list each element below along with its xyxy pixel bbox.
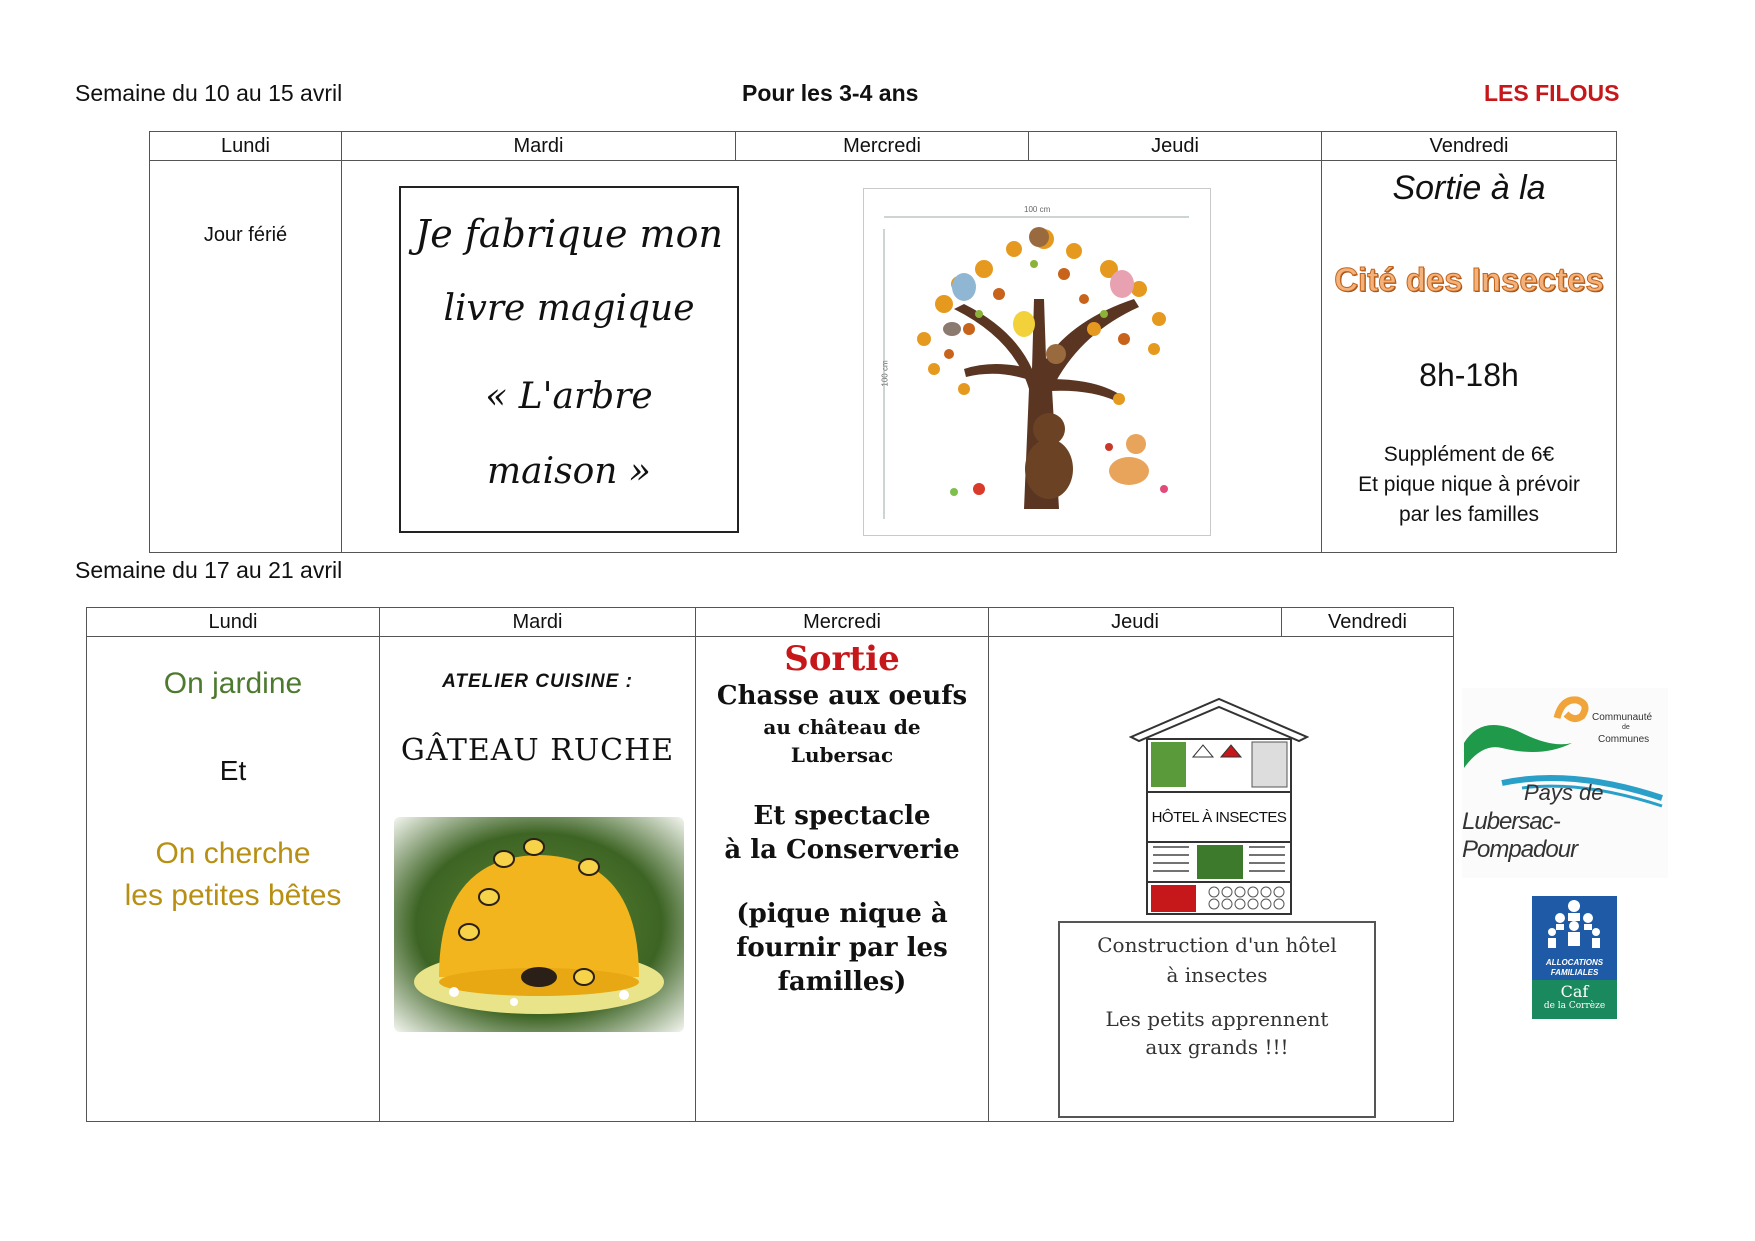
week1-schedule	[149, 131, 1617, 553]
week1-cell-vendredi	[1322, 161, 1617, 553]
livre-line-2: livre magique	[443, 288, 695, 329]
fournir-line: fournir par les	[736, 933, 948, 963]
livre-line-4: maison »	[487, 451, 651, 492]
livre-line-1: Je fabrique mon	[415, 212, 723, 256]
insect-hotel-illustration	[1129, 697, 1309, 917]
week2-cell-mercredi	[696, 637, 989, 1122]
ccpl-line-2: de	[1622, 724, 1630, 731]
gateau-ruche-photo	[394, 817, 684, 1032]
supplement-note: Supplément de 6€	[1383, 443, 1555, 466]
jour-ferie-label: Jour férié	[203, 224, 288, 246]
livre-magique-box	[399, 186, 739, 533]
week2-day-vendredi: Vendredi	[1282, 608, 1454, 637]
hotel-info-line-2: à insectes	[1166, 963, 1268, 987]
spectacle-line: Et spectacle	[753, 801, 931, 831]
insect-hotel-sign: HÔTEL À INSECTES	[1151, 809, 1287, 826]
week2-cell-mardi	[380, 637, 696, 1122]
jardine-line: On jardine	[163, 667, 303, 700]
ccpl-logo	[1462, 688, 1668, 878]
tree-dim-side: 100 cm	[880, 360, 890, 387]
beehive-cake-icon	[394, 817, 684, 1032]
week1-cell-mardi-jeudi	[342, 161, 1322, 553]
insect-hotel-icon	[1129, 697, 1309, 917]
week2-day-mercredi: Mercredi	[696, 608, 989, 637]
chasse-line: Chasse aux oeufs	[716, 681, 968, 711]
week2-cell-jeudi-vendredi	[989, 637, 1454, 1122]
pique-nique-line: (pique nique à	[736, 899, 948, 929]
week1-title: Semaine du 10 au 15 avril	[75, 80, 343, 106]
pique-nique-note: Et pique nique à prévoir	[1358, 473, 1580, 496]
betes-line: les petites bêtes	[124, 879, 342, 912]
week2-schedule	[86, 607, 1454, 1122]
audience-title: Pour les 3-4 ans	[742, 80, 919, 106]
ccpl-line-3: Communes	[1598, 734, 1650, 745]
caf-green-band	[1532, 980, 1617, 1019]
caf-line-1: ALLOCATIONS	[1545, 958, 1604, 967]
tree-illustration	[863, 188, 1211, 536]
cherche-line: On cherche	[155, 837, 311, 870]
chateau-line: au château de	[763, 715, 921, 739]
conserverie-line: à la Conserverie	[724, 835, 960, 865]
familles-note: par les familles	[1398, 503, 1540, 526]
mercredi-sortie: Sortie	[784, 639, 900, 679]
ccpl-line-1: Communauté	[1592, 712, 1653, 723]
week1-day-mardi: Mardi	[342, 132, 736, 161]
week1-cell-lundi	[150, 161, 342, 553]
ccpl-line-5: Lubersac-Pompadour	[1462, 808, 1578, 863]
gateau-title: GÂTEAU RUCHE	[400, 733, 675, 768]
week2-title: Semaine du 17 au 21 avril	[75, 557, 343, 583]
hotel-info-line-3: Les petits apprennent	[1105, 1007, 1329, 1031]
tree-dim-top: 100 cm	[1024, 205, 1051, 214]
week1-day-mercredi: Mercredi	[736, 132, 1029, 161]
caf-logo	[1532, 896, 1617, 1019]
week1-day-vendredi: Vendredi	[1322, 132, 1617, 161]
week2-cell-lundi	[87, 637, 380, 1122]
tree-icon	[864, 189, 1210, 535]
caf-line-3: Caf	[1560, 982, 1589, 1001]
lubersac-line: Lubersac	[790, 743, 894, 767]
week2-day-jeudi: Jeudi	[989, 608, 1282, 637]
week2-day-mardi: Mardi	[380, 608, 696, 637]
hotel-info-box	[1058, 921, 1376, 1118]
group-name: LES FILOUS	[1484, 80, 1620, 106]
caf-line-2: FAMILIALES	[1550, 968, 1599, 977]
caf-people-icon	[1532, 896, 1617, 958]
hotel-info-line-1: Construction d'un hôtel	[1097, 933, 1337, 957]
livre-line-3: « L'arbre	[485, 376, 653, 417]
ccpl-line-4: Pays de	[1524, 780, 1604, 805]
sortie-line: Sortie à la	[1392, 169, 1546, 207]
sortie-hours: 8h-18h	[1419, 357, 1519, 393]
cite-insectes: Cité des Insectes	[1334, 261, 1604, 298]
week1-day-jeudi: Jeudi	[1029, 132, 1322, 161]
atelier-label: ATELIER CUISINE :	[442, 671, 633, 692]
familles-line: familles)	[777, 967, 907, 997]
week1-day-lundi: Lundi	[150, 132, 342, 161]
week2-day-lundi: Lundi	[87, 608, 380, 637]
et-line: Et	[219, 755, 247, 786]
caf-line-4: de la Corrèze	[1543, 1001, 1606, 1011]
hotel-info-line-4: aux grands !!!	[1145, 1035, 1289, 1059]
